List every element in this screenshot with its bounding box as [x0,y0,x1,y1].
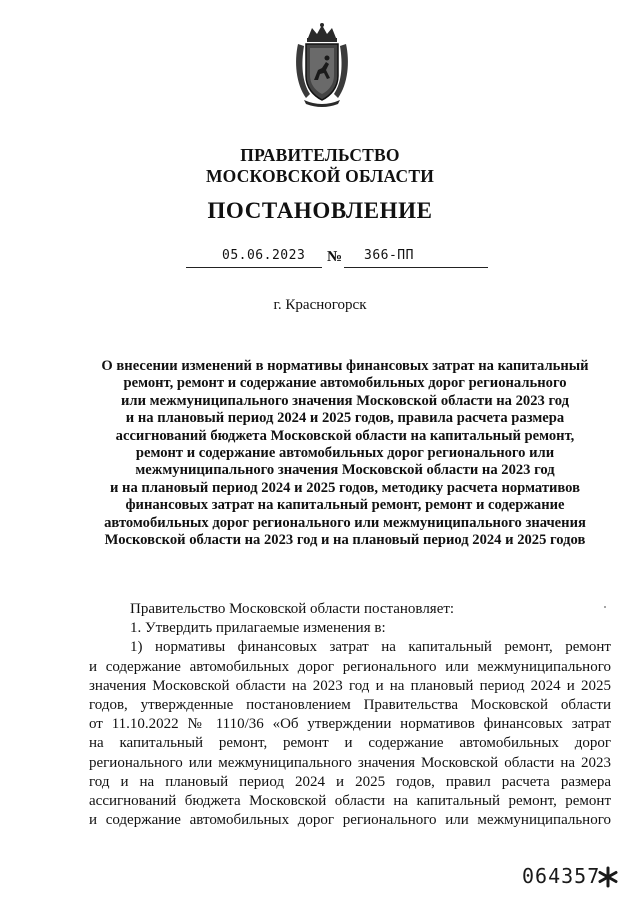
body-line: год и на плановый период 2024 и 2025 годов, правил расчета размера [89,773,611,790]
document-heading [80,358,610,549]
body-line: значения Московской области на 2023 год и на плановый период 2024 и 2025 [89,677,611,694]
number-sign: № [327,249,343,265]
heading-line: О внесении изменений в нормативы финансовых затрат на капитальный [101,358,589,374]
body-line: на капитальный ремонт, ремонт и содержание автомобильных дорог [89,735,611,752]
coat-of-arms-icon [292,22,352,108]
heading-line: и на плановый период 2024 и 2025 годов, методику расчета нормативов [110,479,580,496]
body-line: и содержание автомобильных дорог регионального или межмуниципального [89,658,611,675]
body-line: и содержание автомобильных дорог регионального или межмуниципального [89,812,611,829]
serial-number: 064357 [522,864,601,888]
document-number: 366-ПП [364,248,414,263]
heading-line: автомобильных дорог регионального или межмуниципального значения [104,514,586,531]
document-type-title: ПОСТАНОВЛЕНИЕ [207,198,433,223]
body-line: от 11.10.2022 № 1110/36 «Об утверждении нормативов финансовых затрат [89,716,611,733]
heading-line: ремонт и содержание автомобильных дорог регионального или [135,445,555,462]
asterisk-icon [597,866,619,888]
city-name: г. Красногорск [273,297,367,313]
body-line: Правительство Московской области постановляет: [130,601,455,617]
body-line: годов, утвержденные постановлением Правительства Московской области [89,697,611,714]
government-title-line2: МОСКОВСКОЙ ОБЛАСТИ [205,166,435,186]
scan-speck [604,606,606,608]
body-line: ассигнований бюджета Московской области на капитальный ремонт, ремонт [89,793,611,810]
government-title-line1: ПРАВИТЕЛЬСТВО [240,145,400,165]
document-date: 05.06.2023 [222,248,306,263]
number-underline [344,267,488,268]
heading-line: и на плановый период 2024 и 2025 годов, правила расчета размера [125,410,565,427]
heading-line: ассигнований бюджета Московской области на капитальный ремонт, [115,427,575,444]
heading-line: финансовых затрат на капитальный ремонт, ремонт и содержание [125,497,565,514]
date-underline [186,267,322,268]
heading-line: или межмуниципального значения Московской области на 2023 год [121,392,569,409]
body-line: 1) нормативы финансовых затрат на капитальный ремонт, ремонт [130,639,611,656]
document-body [89,600,611,830]
date-number-line [186,246,488,270]
heading-line: Московской области на 2023 год и на плановый период 2024 и 2025 годов [104,532,586,549]
heading-line: ремонт, ремонт и содержание автомобильных дорог регионального [123,375,567,392]
heading-line: межмуниципального значения Московской области на 2023 год [135,462,555,479]
body-line: регионального или межмуниципального значения Московской области на 2023 [89,754,611,771]
body-line: 1. Утвердить прилагаемые изменения в: [130,620,386,637]
